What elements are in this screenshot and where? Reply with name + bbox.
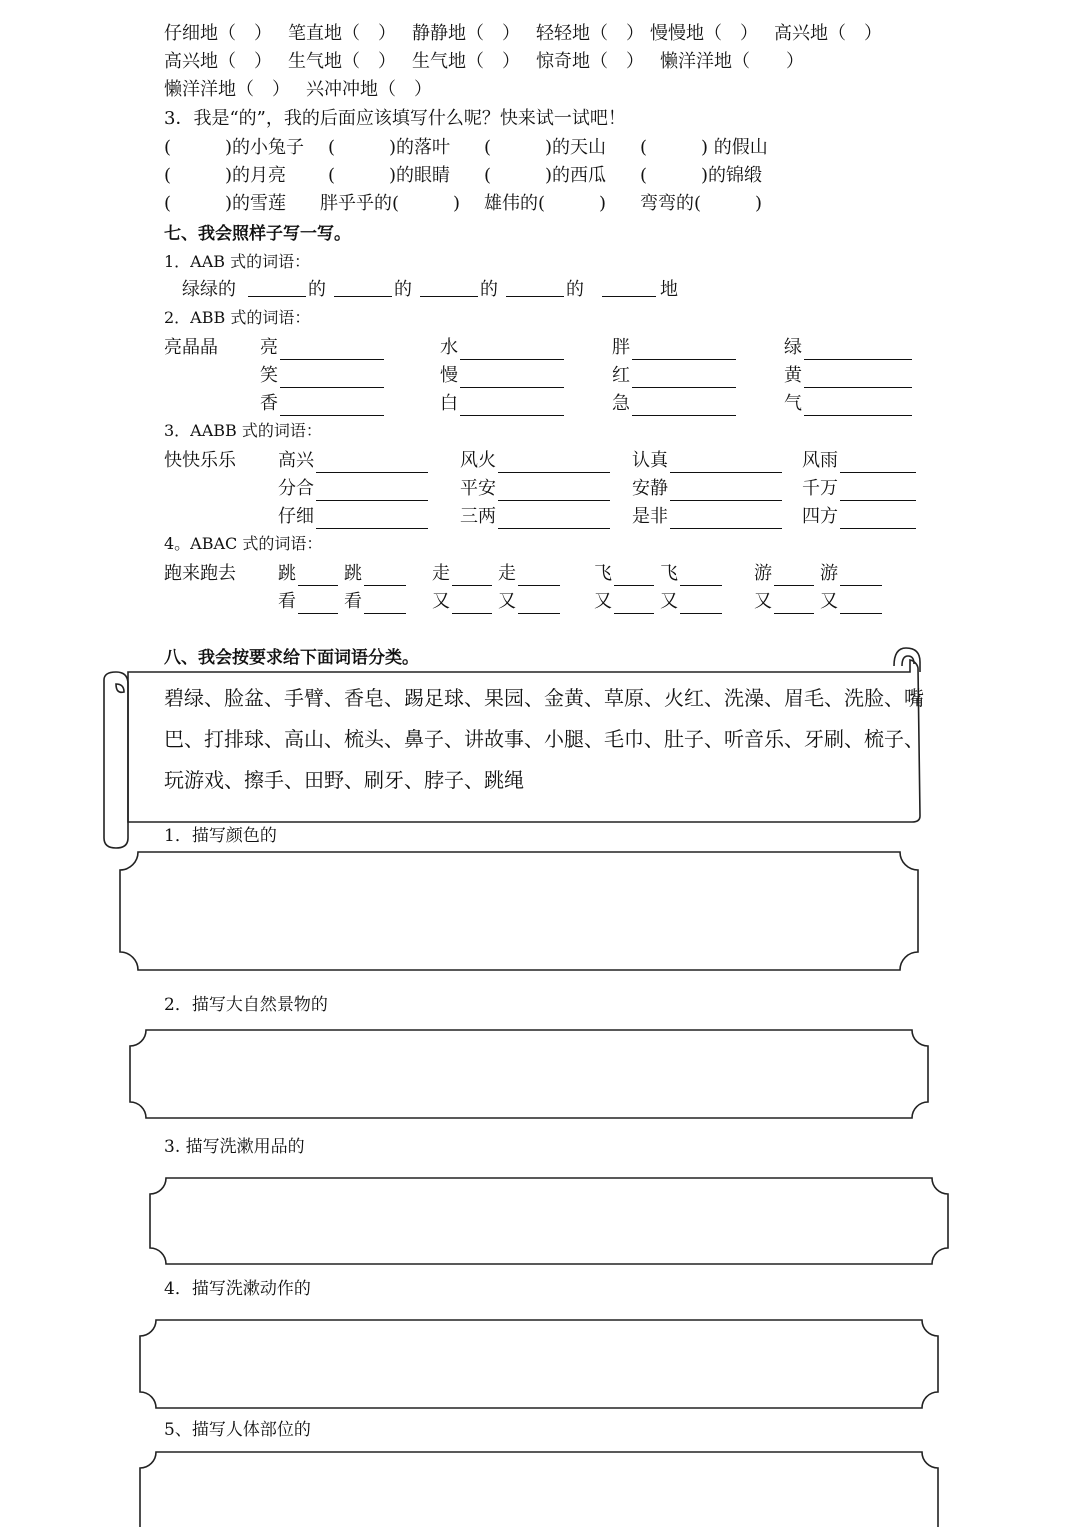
answer-box-washing[interactable] (160, 1336, 920, 1392)
abac-char: 又 (820, 591, 838, 612)
aabb-stem: 高兴 (278, 450, 314, 471)
de-item: ( )的锦缎 (640, 165, 763, 186)
answer-box-color[interactable] (140, 870, 900, 954)
de-item: 弯弯的( ) (640, 193, 763, 214)
section8-title: 八、我会按要求给下面词语分类。 (164, 648, 419, 668)
abac-char: 看 (344, 591, 362, 612)
aab-part: 的 (308, 279, 326, 300)
category-label-toiletries: 3. 描写洗漱用品的 (164, 1137, 305, 1157)
category-label-body: 5、描写人体部位的 (164, 1420, 311, 1440)
de-item: ( )的西瓜 (484, 165, 607, 186)
de-item: ( )的落叶 (328, 137, 451, 158)
abac-char: 走 (432, 563, 450, 584)
abb-stem: 白 (440, 393, 458, 414)
aab-part: 的 (566, 279, 584, 300)
de-item: ( )的月亮 (164, 165, 287, 186)
abac-char: 跳 (344, 563, 362, 584)
abac-char: 又 (498, 591, 516, 612)
aab-part: 的 (394, 279, 412, 300)
aabb-stem: 千万 (802, 478, 838, 499)
adverb-item: 笔直地（ ） (288, 23, 396, 44)
aab-example: 绿绿的 (182, 279, 236, 300)
aabb-stem: 认真 (632, 450, 668, 471)
aabb-label: 3．AABB 式的词语： (164, 421, 322, 440)
abac-char: 又 (594, 591, 612, 612)
abb-stem: 水 (440, 337, 458, 358)
category-label-washing: 4．描写洗漱动作的 (164, 1279, 311, 1299)
category-label-color: 1．描写颜色的 (164, 826, 277, 846)
aabb-stem: 分合 (278, 478, 314, 499)
abac-label: 4。ABAC 式的词语： (164, 534, 323, 553)
adverb-item: 惊奇地（ ） (536, 51, 644, 72)
de-item: ( )的小兔子 (164, 137, 305, 158)
de-item: 雄伟的( ) (484, 193, 607, 214)
de-item: ( )的天山 (484, 137, 607, 158)
adverb-item: 懒洋洋地（ ） (164, 79, 290, 100)
abb-stem: 胖 (612, 337, 630, 358)
abb-stem: 急 (612, 393, 630, 414)
abac-char: 游 (754, 563, 772, 584)
abb-stem: 绿 (784, 337, 802, 358)
abac-char: 跳 (278, 563, 296, 584)
abb-stem: 气 (784, 393, 802, 414)
answer-box-body[interactable] (160, 1468, 920, 1524)
de-item: 胖乎乎的( ) (320, 193, 461, 214)
abb-stem: 香 (260, 393, 278, 414)
abb-example: 亮晶晶 (164, 337, 218, 358)
abac-example: 跑来跑去 (164, 563, 236, 584)
category-label-nature: 2．描写大自然景物的 (164, 995, 328, 1015)
abb-label: 2．ABB 式的词语： (164, 308, 311, 327)
adverb-item: 慢慢地（ ） (650, 23, 758, 44)
abac-char: 又 (754, 591, 772, 612)
aabb-example: 快快乐乐 (164, 450, 236, 471)
word-list: 碧绿、脸盆、手臂、香皂、踢足球、果园、金黄、草原、火红、洗澡、眉毛、洗脸、嘴巴、打排球、高山、梳头、鼻子、讲故事、小腿、毛巾、肚子、听音乐、牙刷、梳子、玩游戏、擦手、田野、刷牙、脖子、跳绳 (164, 686, 924, 792)
adverb-item: 兴冲冲地（ ） (306, 79, 432, 100)
abac-char: 又 (660, 591, 678, 612)
section7-title: 七、我会照样子写一写。 (164, 224, 351, 244)
de-item: ( ) 的假山 (640, 137, 768, 158)
abb-stem: 黄 (784, 365, 802, 386)
abb-stem: 红 (612, 365, 630, 386)
de-item: ( )的眼睛 (328, 165, 451, 186)
abac-char: 飞 (594, 563, 612, 584)
aabb-stem: 风火 (460, 450, 496, 471)
aabb-stem: 仔细 (278, 506, 314, 527)
aabb-stem: 平安 (460, 478, 496, 499)
aabb-stem: 三两 (460, 506, 496, 527)
adverb-item: 高兴地（ ） (774, 23, 882, 44)
aabb-stem: 是非 (632, 506, 668, 527)
abb-stem: 笑 (260, 365, 278, 386)
abac-char: 走 (498, 563, 516, 584)
abac-char: 游 (820, 563, 838, 584)
aabb-stem: 四方 (802, 506, 838, 527)
scroll-left-roll (104, 672, 128, 848)
aab-part: 的 (480, 279, 498, 300)
aab-label: 1．AAB 式的词语： (164, 252, 311, 271)
adverb-item: 生气地（ ） (288, 51, 396, 72)
scroll-right-roll (894, 648, 920, 672)
aabb-stem: 安静 (632, 478, 668, 499)
aabb-stem: 风雨 (802, 450, 838, 471)
abb-stem: 亮 (260, 337, 278, 358)
adverb-item: 轻轻地（ ） (536, 23, 644, 44)
adverb-item: 静静地（ ） (412, 23, 520, 44)
adverb-item: 仔细地（ ） (164, 23, 272, 44)
adverb-item: 生气地（ ） (412, 51, 520, 72)
de-item: ( )的雪莲 (164, 193, 287, 214)
aab-part: 地 (660, 279, 678, 300)
q3-prompt: 3．我是“的”，我的后面应该填写什么呢？快来试一试吧！ (164, 108, 626, 129)
abb-stem: 慢 (440, 365, 458, 386)
answer-box-nature[interactable] (150, 1046, 910, 1102)
scroll-left-curl (116, 684, 124, 692)
abac-char: 飞 (660, 563, 678, 584)
answer-box-toiletries[interactable] (170, 1194, 930, 1248)
abac-char: 看 (278, 591, 296, 612)
adverb-item: 懒洋洋地（ ） (660, 51, 804, 72)
abac-char: 又 (432, 591, 450, 612)
adverb-item: 高兴地（ ） (164, 51, 272, 72)
